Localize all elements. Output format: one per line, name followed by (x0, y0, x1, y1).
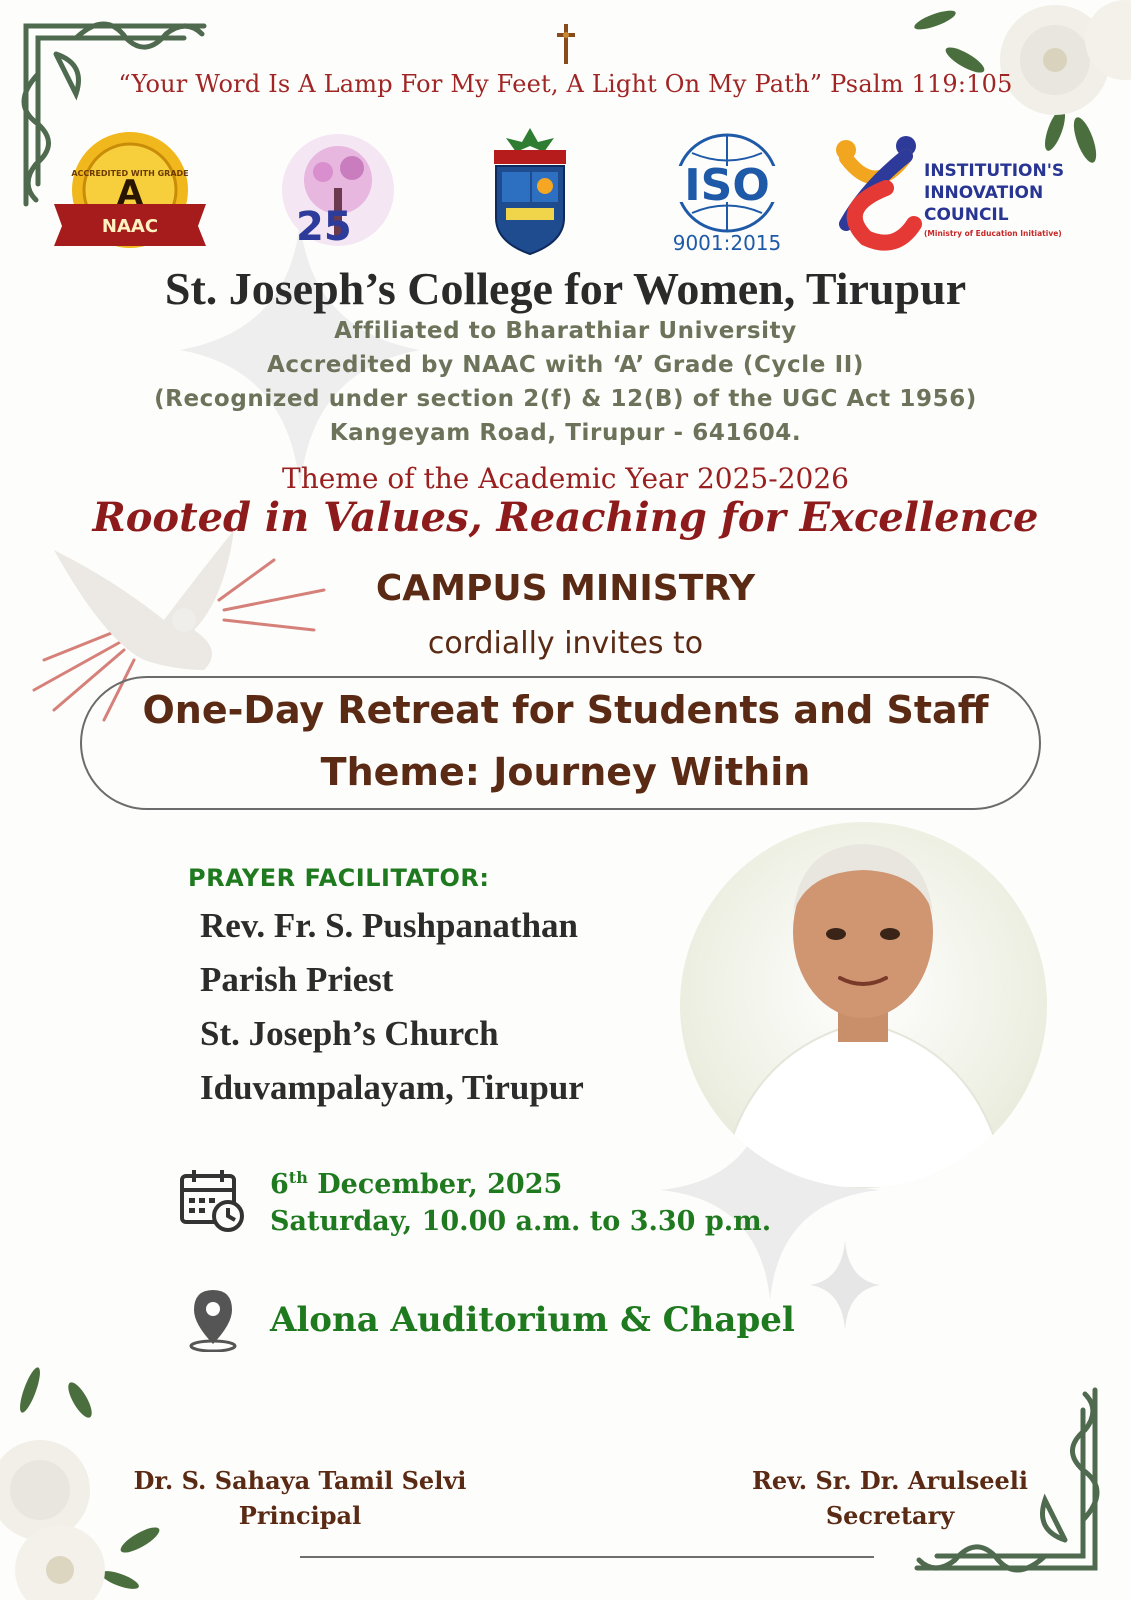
college-name: St. Joseph’s College for Women, Tirupur (164, 263, 967, 314)
calendar-clock-icon (178, 1168, 248, 1234)
signatory-principal (110, 1466, 490, 1530)
academic-theme-motto: Rooted in Values, Reaching for Excellence (92, 494, 1039, 541)
address-line: Kangeyam Road, Tirupur - 641604. (329, 420, 802, 446)
principal-title: Principal (238, 1501, 362, 1530)
academic-theme-heading: Theme of the Academic Year 2025-2026 (282, 462, 849, 495)
event-venue: Alona Auditorium & Chapel (270, 1300, 795, 1340)
naac-caption: ACCREDITED WITH GRADE (71, 169, 189, 178)
college-crest-logo (488, 128, 572, 258)
accreditation-line: Accredited by NAAC with ‘A’ Grade (Cycle II) (266, 352, 864, 378)
affiliation-line: Affiliated to Bharathiar University (334, 318, 797, 344)
event-title: One-Day Retreat for Students and Staff (142, 688, 989, 732)
scripture-verse: “Your Word Is A Lamp For My Feet, A Light On My Path” Psalm 119:105 (118, 70, 1013, 98)
event-theme: Theme: Journey Within (320, 750, 811, 794)
ministry-heading: CAMPUS MINISTRY (375, 568, 756, 609)
facilitator-name: Rev. Fr. S. Pushpanathan (200, 906, 578, 945)
event-time: Saturday, 10.00 a.m. to 3.30 p.m. (270, 1206, 772, 1237)
sparkle-decoration (810, 1240, 880, 1330)
secretary-name: Rev. Sr. Dr. Arulseeli (751, 1466, 1029, 1495)
signatory-secretary (730, 1466, 1050, 1530)
date-month-year: December, 2025 (307, 1169, 563, 1200)
iic-line3: COUNCIL (924, 205, 1009, 225)
naac-logo (50, 128, 210, 258)
iic-line1: INSTITUTION'S (924, 161, 1065, 181)
principal-name: Dr. S. Sahaya Tamil Selvi (133, 1466, 467, 1495)
iic-subtitle: (Ministry of Education Initiative) (924, 229, 1062, 238)
cross-icon (556, 24, 576, 64)
facilitator-role: Parish Priest (200, 960, 394, 999)
event-date (270, 1168, 562, 1200)
iic-logo (826, 128, 1086, 258)
iso-logo (662, 128, 792, 258)
jubilee-number: 25 (296, 204, 352, 250)
recognition-line: (Recognized under section 2(f) & 12(B) of the UGC Act 1956) (154, 386, 977, 412)
naac-label: NAAC (101, 216, 159, 237)
date-day: 6 (270, 1169, 289, 1200)
footer-divider (300, 1556, 874, 1558)
location-pin-icon (186, 1288, 240, 1352)
facilitator-heading: PRAYER FACILITATOR: (188, 864, 490, 892)
invitation-line: cordially invites to (427, 626, 704, 661)
facilitator-church: St. Joseph’s Church (200, 1014, 499, 1053)
iso-number: 9001:2015 (672, 231, 782, 255)
naac-grade: A (116, 173, 144, 213)
iic-line2: INNOVATION (924, 183, 1044, 203)
silver-jubilee-logo (268, 128, 398, 258)
date-suffix: th (288, 1168, 308, 1187)
facilitator-photo (680, 822, 1047, 1188)
secretary-title: Secretary (825, 1501, 955, 1530)
iso-label: ISO (684, 160, 770, 211)
facilitator-place: Iduvampalayam, Tirupur (200, 1068, 584, 1107)
